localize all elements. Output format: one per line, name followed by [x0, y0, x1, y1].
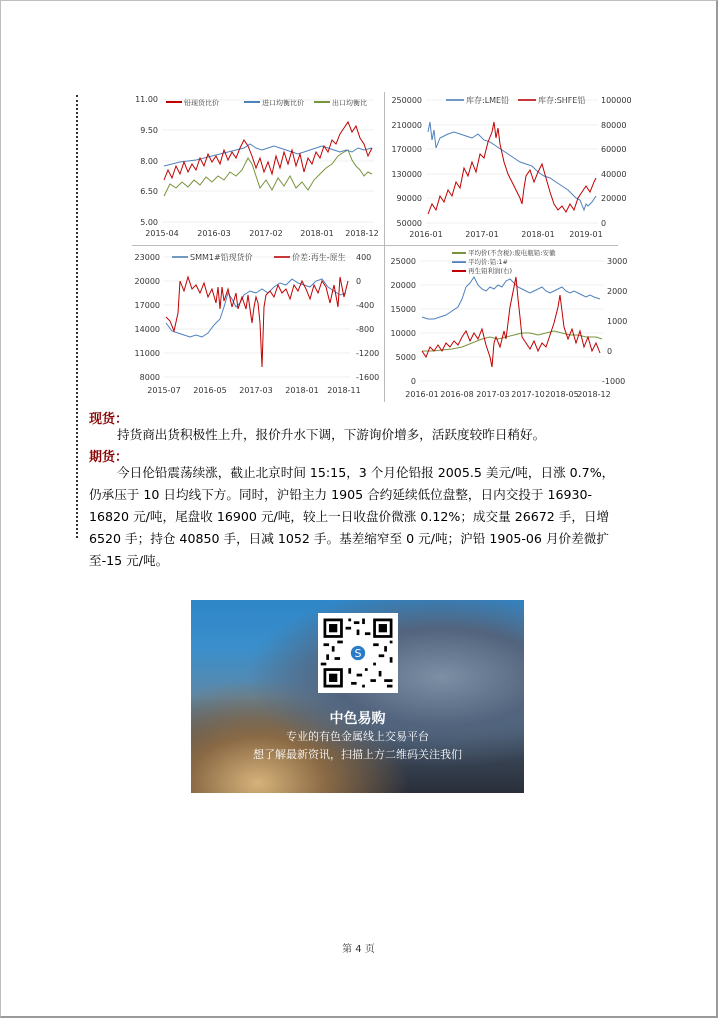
futures-section-label: 期货： [89, 450, 129, 465]
legend-label: SMM1#铅现货价 [190, 253, 253, 262]
legend-label: 价差:再生-原生 [292, 253, 346, 262]
x-tick-label: 2017-03 [476, 390, 510, 399]
y-tick-label: -1000 [602, 377, 626, 386]
y-tick-label: -800 [356, 325, 375, 334]
legend-label: 库存:SHFE铅 [538, 96, 586, 105]
x-tick-label: 2016-01 [409, 230, 443, 239]
x-tick-label: 2017-02 [249, 229, 283, 238]
promo-title: 中色易购 [329, 711, 386, 727]
x-tick-label: 2018-05 [545, 390, 579, 399]
series-lme-inventory-line [428, 122, 596, 210]
series-recycled-profit-line [422, 277, 600, 367]
chart-recycled-profit [386, 247, 628, 402]
y-tick-label: 11000 [134, 349, 160, 358]
x-tick-label: 2018-01 [300, 229, 334, 238]
x-tick-label: 2016-08 [440, 390, 474, 399]
chart-recycled-profit-legend [452, 248, 556, 275]
legend-label: 再生铅利润(右) [468, 267, 513, 275]
y-tick-label: 400 [356, 253, 372, 262]
y-tick-label: 10000 [390, 329, 416, 338]
y-tick-label: 9.50 [140, 126, 158, 135]
y-tick-label: -1200 [356, 349, 380, 358]
x-tick-label: 2016-05 [193, 386, 227, 395]
y-tick-label: 15000 [390, 305, 416, 314]
y-tick-label: 6.50 [140, 187, 158, 196]
y-tick-label: 0 [356, 277, 362, 286]
legend-label: 平均价(不含税):废电瓶铅:安徽 [468, 249, 556, 257]
legend-label: 库存:LME铅 [466, 96, 510, 105]
y-tick-label: 90000 [396, 194, 422, 203]
promo-banner [191, 600, 524, 793]
y-tick-label: 0 [607, 347, 613, 356]
y-tick-label: 17000 [134, 301, 160, 310]
series-recycled-spread-line [166, 277, 348, 367]
y-tick-label: 50000 [396, 219, 422, 228]
y-tick-label: 0 [410, 377, 416, 386]
y-tick-label: 0 [601, 219, 607, 228]
x-tick-label: 2017-10 [511, 390, 545, 399]
spot-paragraph: 持货商出货积极性上升，报价升水下调，下游询价增多，活跃度较昨日稍好。 [117, 427, 546, 442]
margin-dotted-line [76, 95, 78, 538]
x-tick-label: 2016-01 [405, 390, 439, 399]
y-tick-label: 8000 [139, 373, 160, 382]
series-shfe-inventory-line [428, 122, 596, 214]
x-tick-label: 2015-07 [147, 386, 181, 395]
spot-section-label: 现货： [89, 412, 129, 427]
x-tick-label: 2018-12 [577, 390, 611, 399]
y-tick-label: 170000 [391, 145, 422, 154]
qr-code-image[interactable] [318, 613, 398, 693]
legend-label: 出口均衡比 [332, 99, 367, 107]
promo-tagline: 专业的有色金属线上交易平台 [286, 730, 429, 743]
series-export-ratio-line [164, 150, 372, 196]
y-tick-label: 20000 [134, 277, 160, 286]
series-spot-ratio-line [164, 122, 372, 180]
legend-label: 平均价:铅:1# [468, 258, 508, 266]
x-tick-label: 2015-04 [145, 229, 179, 238]
qr-code-pattern [318, 613, 398, 693]
chart-grid-divider-horizontal [132, 245, 618, 246]
y-tick-label: 5000 [395, 353, 416, 362]
x-tick-label: 2017-01 [465, 230, 499, 239]
y-tick-label: 14000 [134, 325, 160, 334]
x-tick-label: 2018-12 [345, 229, 379, 238]
y-tick-label: 11.00 [135, 95, 158, 104]
x-tick-label: 2019-01 [569, 230, 603, 239]
legend-label: 铅现货比价 [184, 99, 219, 107]
y-tick-label: -1600 [356, 373, 380, 382]
y-tick-label: 1000 [607, 317, 628, 326]
y-tick-label: 40000 [601, 170, 627, 179]
promo-call-to-action: 想了解最新资讯，扫描上方二维码关注我们 [253, 748, 462, 761]
y-tick-label: 250000 [391, 96, 422, 105]
series-lead-1-price-line [422, 277, 600, 319]
chart-spot-price [132, 247, 382, 402]
y-tick-label: 25000 [390, 257, 416, 266]
chart-ratio-legend [166, 98, 367, 107]
chart-ratio [132, 92, 382, 244]
y-tick-label: 130000 [391, 170, 422, 179]
y-tick-label: 23000 [134, 253, 160, 262]
chart-inventory [386, 92, 632, 244]
y-tick-label: 80000 [601, 121, 627, 130]
legend-label: 进口均衡比价 [262, 99, 304, 107]
x-tick-label: 2018-01 [285, 386, 319, 395]
y-tick-label: 20000 [390, 281, 416, 290]
y-tick-label: 5.00 [140, 218, 158, 227]
svg-text:S: S [354, 647, 362, 661]
y-tick-label: 210000 [391, 121, 422, 130]
page-number: 第 4 页 [342, 944, 375, 955]
y-tick-label: 20000 [601, 194, 627, 203]
y-tick-label: 60000 [601, 145, 627, 154]
y-tick-label: 2000 [607, 287, 628, 296]
y-tick-label: 100000 [601, 96, 632, 105]
y-tick-label: 3000 [607, 257, 628, 266]
x-tick-label: 2016-03 [197, 229, 231, 238]
x-tick-label: 2017-03 [239, 386, 273, 395]
y-tick-label: 8.00 [140, 157, 158, 166]
y-tick-label: -400 [356, 301, 375, 310]
chart-grid-divider-vertical [384, 92, 385, 402]
x-tick-label: 2018-11 [327, 386, 361, 395]
x-tick-label: 2018-01 [521, 230, 555, 239]
futures-paragraph: 今日伦铅震荡续涨，截止北京时间 15:15，3 个月伦铅报 2005.5 美元/吨，日涨 0.7%，仍承压于 10 日均线下方。同时，沪铅主力 1905 合约延续低位盘整，日内交投于 16930-16820 元/吨，尾盘收 16900 元/吨，较上一日收盘价微涨 0.12%；成交量 26672 手，日增 6520 手；持仓 40850 手，日减 1052 手。基差缩窄至 0 元/吨；沪铅 1905-06 月价差微扩至-15 元/吨。 [89, 465, 615, 568]
